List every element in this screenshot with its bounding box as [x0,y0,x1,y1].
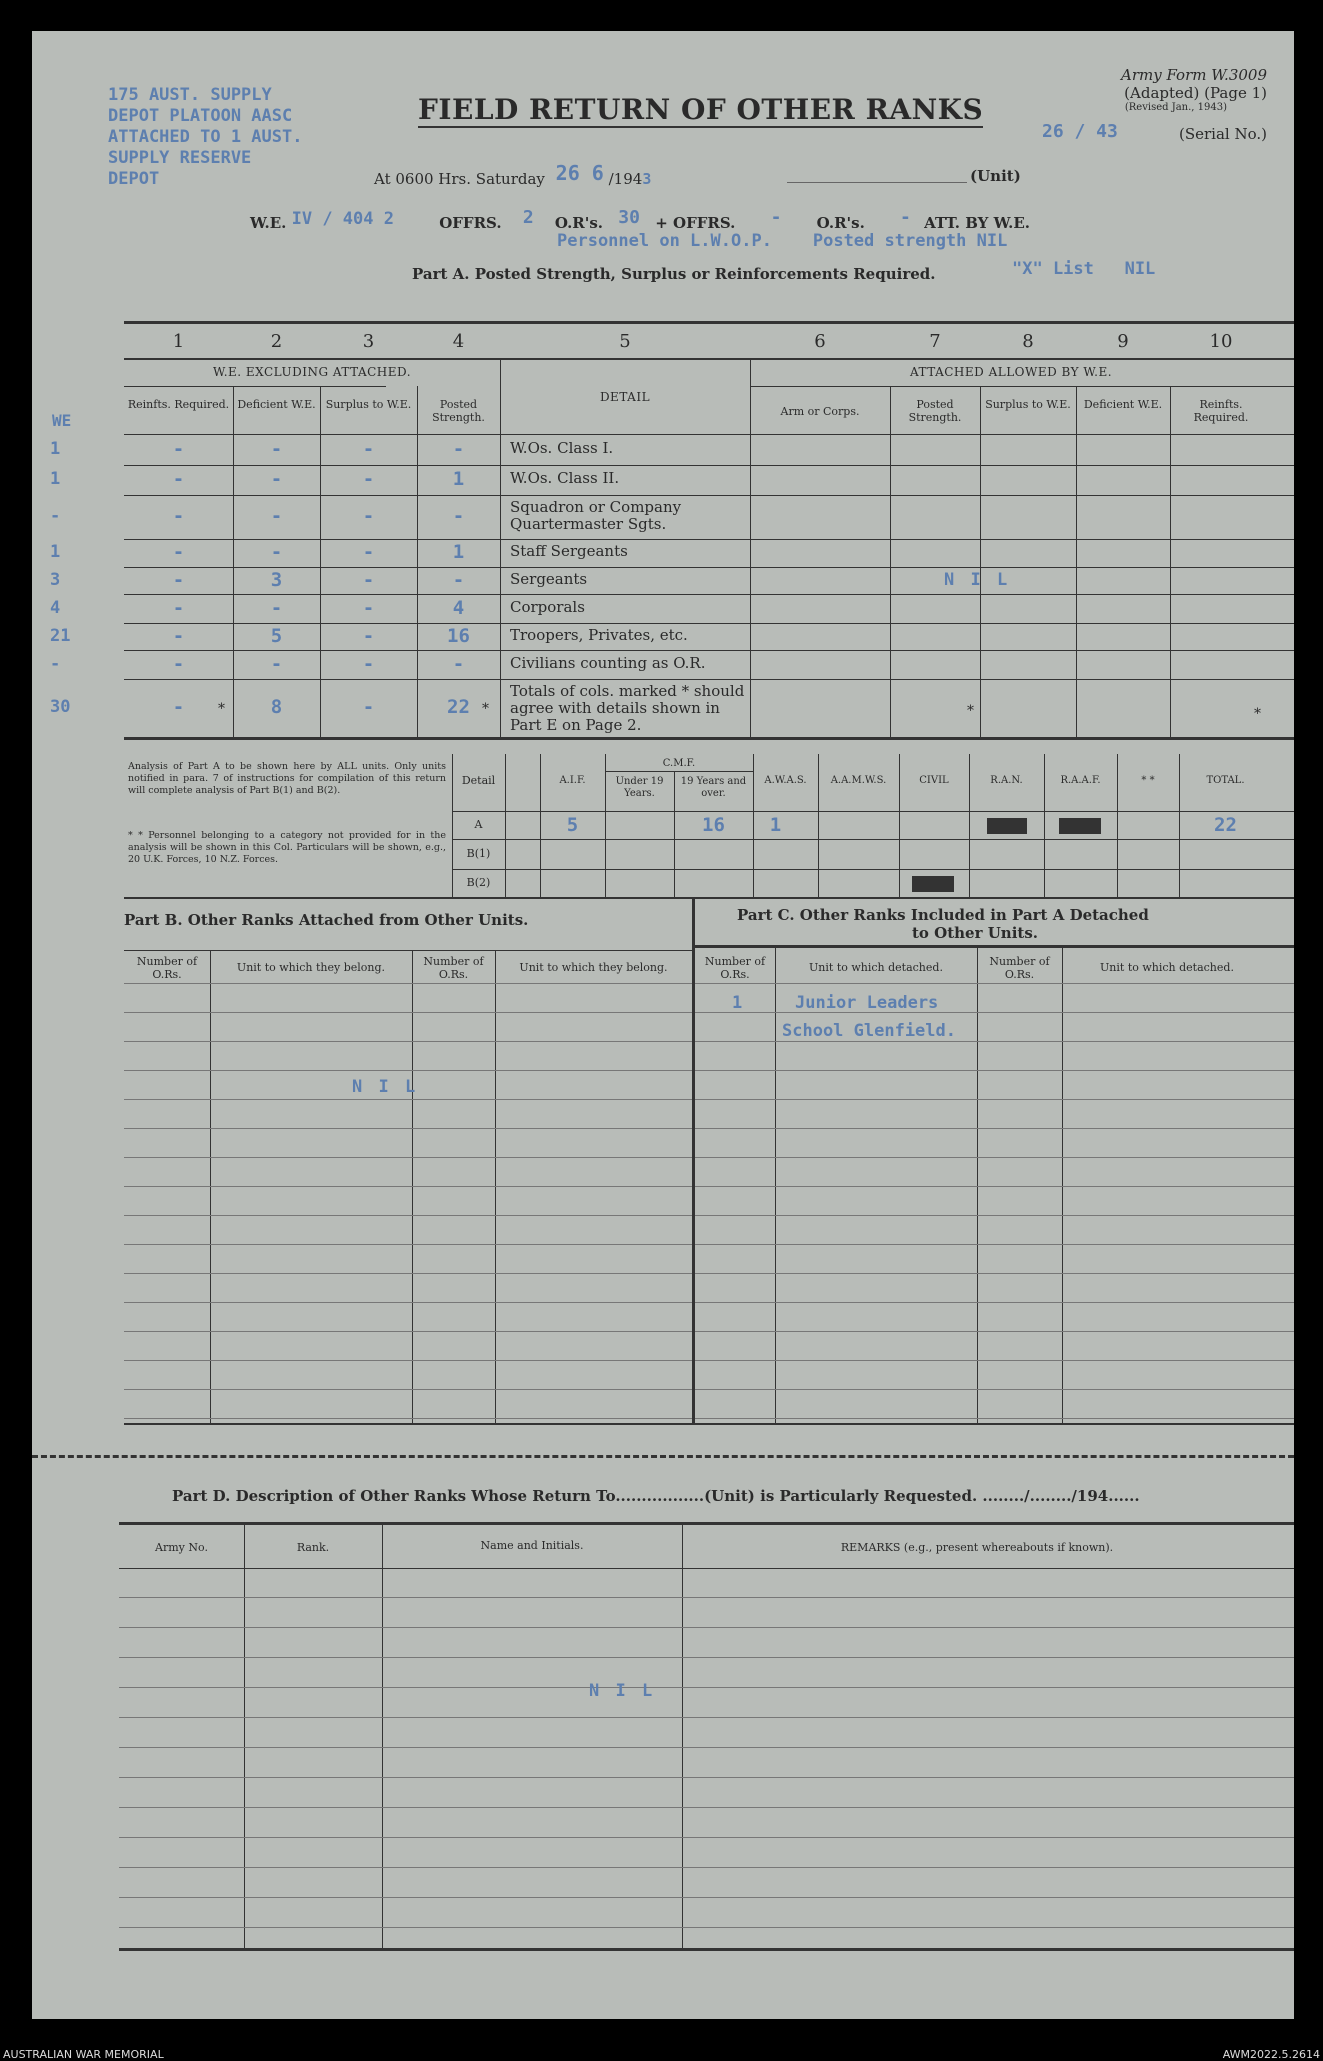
part-b-title: Part B. Other Ranks Attached from Other Units. [124,911,529,929]
ruled-line [695,1331,1294,1332]
ors-label: O.R's. [554,214,604,232]
ruled-line [695,1041,1294,1042]
we-margin-value: 1 [50,542,61,562]
detail-label: Troopers, Privates, etc. [510,625,688,644]
part-a-value: - [452,568,465,591]
offrs2-label: OFFRS. [673,214,736,232]
ruled-line [695,1244,1294,1245]
date-typed: 26 6 [555,161,604,185]
row-label-b2: B(2) [466,876,491,889]
year-printed: /194 [608,170,643,188]
col-number: 4 [452,331,465,352]
part-a-value: 4 [452,596,465,619]
total-header: TOTAL. [1206,775,1245,786]
unit-line: SUPPLY RESERVE [108,148,252,168]
ruled-line [695,1215,1294,1216]
offrs-label: OFFRS. [439,214,502,232]
ruled-line [119,1747,1294,1748]
part-a-value: 3 [270,568,283,591]
part-a-value: 5 [270,624,283,647]
ran-header: R.A.N. [990,775,1023,786]
aif-header: A.I.F. [559,775,586,786]
detail-header: DETAIL [599,390,651,404]
section-bottom-line [124,1423,1294,1425]
redaction-ran [987,818,1027,834]
asterisk-col4: * [482,701,489,717]
unit-label: (Unit) [970,167,1021,185]
ruled-line [124,1360,692,1361]
remarks-header: REMARKS (e.g., present whereabouts if known). [840,1541,1114,1554]
part-a-value: - [270,596,283,619]
part-b-unit-header-2: Unit to which they belong. [519,961,668,974]
detail-label: W.Os. Class II. [510,469,620,487]
ruled-line [124,983,692,984]
col-number: 10 [1209,331,1233,352]
part-c-number-header: Number of O.Rs. [704,955,766,981]
ruled-line [124,1157,692,1158]
detail-label: Civilians counting as O.R. [510,653,706,672]
under19-header: Under 19 Years. [615,776,664,799]
name-header: Name and Initials. [480,1539,584,1552]
we-margin-value: - [50,506,61,526]
offrs2-value: - [770,207,782,228]
ruled-line [119,1687,1294,1688]
part-d-nil: N I L [589,1681,656,1701]
form-sheet [32,31,1294,2019]
part-a-value: - [172,596,185,619]
part-a-value: - [452,652,465,675]
part-a-value: - [362,505,375,527]
deficient-att-header: Deficient W.E. [1083,398,1163,411]
page-title: FIELD RETURN OF OTHER RANKS [418,93,984,126]
raaf-header: R.A.A.F. [1060,775,1101,786]
part-a-value: - [362,541,375,563]
we-margin-value: 1 [50,439,61,459]
we-excluding-header: W.E. EXCLUDING ATTACHED. [212,365,412,379]
ruled-line [124,1244,692,1245]
att-label: ATT. BY W.E. [924,214,1030,232]
ruled-line [124,1331,692,1332]
ruled-line [124,1070,692,1071]
aamws-header: A.A.M.W.S. [830,775,887,786]
at-line-prefix: At 0600 Hrs. Saturday [374,170,545,188]
unit-line: DEPOT PLATOON AASC [108,106,293,126]
part-a-value: - [362,468,375,490]
part-a-value: - [452,505,465,527]
part-a-value: - [172,438,185,460]
part-c-title: Part C. Other Ranks Included in Part A Detached [737,906,1149,924]
footer-left: AUSTRALIAN WAR MEMORIAL [3,2048,164,2061]
we-margin-value: 1 [50,469,61,489]
surplus-att-header: Surplus to W.E. [985,398,1071,411]
revised-label: (Revised Jan., 1943) [1124,102,1227,113]
detail-label: W.Os. Class I. [510,439,614,457]
ruled-line [119,1897,1294,1898]
surplus-we-header: Surplus to W.E. [325,398,412,411]
part-a-value: - [172,541,185,563]
offrs-value: 2 [522,207,534,228]
part-c-unit-2: School Glenfield. [782,1021,956,1041]
ruled-line [124,1128,692,1129]
ruled-line [695,1070,1294,1071]
deficient-we-header: Deficient W.E. [237,398,316,411]
unit-line: 175 AUST. SUPPLY [108,85,272,105]
ruled-line [695,1157,1294,1158]
cut-line [32,1455,1294,1458]
col-number: 6 [814,331,826,352]
awas-value: 1 [769,814,782,836]
row-label-a: A [474,818,483,831]
asterisk-col7: * [967,703,974,719]
attached-allowed-header: ATTACHED ALLOWED BY W.E. [909,365,1113,379]
part-a-value: 8 [270,696,283,718]
part-a-title: Part A. Posted Strength, Surplus or Reinforcements Required. [412,265,936,283]
col-number: 9 [1117,331,1129,352]
ruled-line [119,1807,1294,1808]
ruled-line [124,1012,692,1013]
part-a-value: - [172,652,185,675]
part-b-nil: N I L [352,1077,419,1097]
unit-dotted-line [787,182,967,183]
civil-header: CIVIL [919,775,949,786]
asterisk-col2: * [218,701,225,717]
ruled-line [124,1389,692,1390]
ors2-value: - [900,207,911,228]
ruled-line [695,983,1294,984]
aif-value: 5 [566,814,579,836]
attached-nil: N I L [944,570,1011,590]
x-list-typed: "X" List NIL [1012,259,1156,279]
ruled-line [124,1273,692,1274]
part-a-value: 22 [447,696,470,718]
part-a-value: - [270,505,283,527]
rank-header: Rank. [296,1541,330,1554]
part-b-number-header: Number of O.Rs. [136,955,198,981]
ruled-line [119,1597,1294,1598]
redaction-civil [912,876,954,892]
detail-label: Staff Sergeants [510,542,628,560]
ruled-line [119,1837,1294,1838]
ruled-line [695,1302,1294,1303]
part-a-value: 1 [452,541,465,563]
army-no-header: Army No. [155,1541,208,1554]
part-a-value: - [362,652,375,675]
ruled-line [119,1777,1294,1778]
we-label: W.E. [250,214,287,232]
serial-label: (Serial No.) [1179,125,1267,143]
part-b-unit-header: Unit to which they belong. [236,961,386,974]
part-a-value: - [362,596,375,619]
part-a-value: - [172,568,185,591]
part-a-value: - [172,624,185,647]
col-number: 3 [362,331,375,352]
asterisk-col10: * [1254,706,1261,722]
unit-line: ATTACHED TO 1 AUST. [108,127,303,147]
detail-label: Squadron or Company Quartermaster Sgts. [510,498,682,533]
reinfts-att-header: Reinfts. Required. [1193,398,1249,424]
analysis-note-2: * * Personnel belonging to a category not provided for in the analysis will be shown in this Col. Particulars will be shown, e.g., 20 U.K. Forces, 10 N.Z. Forces. [128,830,446,865]
ruled-line [695,1360,1294,1361]
part-c-number-header-2: Number of O.Rs. [989,955,1050,981]
col-number: 5 [619,331,631,352]
part-a-value: - [270,438,283,460]
detail-label: Sergeants [510,569,588,588]
personnel-typed: Personnel on L.W.O.P. Posted strength NIL [557,231,1008,251]
col-number: 2 [270,331,283,352]
year-typed: 3 [642,170,652,188]
at-line [374,161,652,189]
part-a-value: - [362,438,375,460]
ruled-line [119,1717,1294,1718]
part-a-value: 16 [447,624,470,647]
ruled-line [124,1186,692,1187]
ruled-line [119,1627,1294,1628]
ruled-line [124,1099,692,1100]
ruled-line [695,1128,1294,1129]
part-a-value: - [172,696,185,718]
detail-label: Totals of cols. marked * should agree with details shown in Part E on Page 2. [510,682,745,734]
part-a-value: - [452,438,465,460]
over19-header: 19 Years and over. [680,776,747,799]
part-a-value: - [172,468,185,490]
total-value: 22 [1214,814,1237,836]
we-margin-value: 3 [50,569,61,590]
ors2-label: O.R's. [816,214,865,232]
row-label-b1: B(1) [466,847,491,860]
part-a-value: - [270,468,283,490]
adapted-label: (Adapted) (Page 1) [1124,84,1267,102]
ruled-line [124,1418,692,1419]
reinfts-required-header: Reinfts. Required. [127,398,230,411]
awas-header: A.W.A.S. [764,775,807,786]
other-header: * * [1141,775,1155,786]
part-c-number: 1 [732,993,743,1013]
col-number: 1 [172,331,185,352]
serial-value: 26 / 43 [1042,121,1118,142]
footer-right: AWM2022.5.2614 [1222,2048,1320,2061]
col-number: 7 [929,331,941,352]
we-line [250,207,1030,233]
we-value: IV / 404 2 [291,209,394,229]
part-a-value: - [362,568,375,591]
detail-label: Corporals [510,597,585,616]
cmf-label: C.M.F. [662,758,696,769]
redaction-raaf [1059,818,1101,834]
part-a-value: - [362,696,375,718]
ors-value: 30 [618,207,640,228]
part-c-title-2: to Other Units. [912,924,1039,942]
posted-strength-header: Posted Strength. [432,398,485,424]
part-a-value: 1 [452,468,465,490]
we-margin-label: WE [52,411,72,430]
ruled-line [695,1418,1294,1419]
unit-line: DEPOT [108,169,160,189]
part-a-value: - [362,624,375,647]
part-c-unit-header: Unit to which detached. [809,961,943,974]
ruled-line [695,1012,1294,1013]
ruled-line [695,1273,1294,1274]
part-a-value: - [270,541,283,563]
army-form-label [1062,66,1267,113]
over19-value: 16 [702,814,725,836]
analysis-note: Analysis of Part A to be shown here by ALL units. Only units notified in para. 7 of instructions for compilation of this return will complete analysis of Part B(1) and B(2). [128,761,446,796]
unit-typed-block [108,85,302,190]
part-a-value: - [172,505,185,527]
army-form-number: Army Form W.3009 [1121,66,1267,84]
serial-row [1042,121,1267,142]
we-margin-value: - [50,653,61,674]
ruled-line [695,1099,1294,1100]
detail-label: Detail [461,774,496,787]
we-margin-value: 30 [50,697,71,717]
part-c-unit-1: Junior Leaders [795,993,939,1013]
we-margin-value: 21 [50,625,71,646]
posted-strength-att-header: Posted Strength. [908,398,962,424]
ruled-line [695,1389,1294,1390]
ruled-line [124,1215,692,1216]
ruled-line [124,1302,692,1303]
part-d-title: Part D. Description of Other Ranks Whose Return To.................(Unit) is Particularly Requested. ......../......../194...... [172,1487,1140,1505]
part-a-value: - [270,652,283,675]
ruled-line [119,1927,1294,1928]
ruled-line [695,1186,1294,1187]
arm-or-corps-header: Arm or Corps. [780,405,860,418]
ruled-line [119,1657,1294,1658]
part-c-unit-header-2: Unit to which detached. [1100,961,1234,974]
col-number: 8 [1022,331,1034,352]
we-margin-value: 4 [50,597,61,618]
ruled-line [119,1867,1294,1868]
part-b-number-header-2: Number of O.Rs. [423,955,484,981]
ruled-line [124,1041,692,1042]
plus-sign: + [655,214,668,232]
